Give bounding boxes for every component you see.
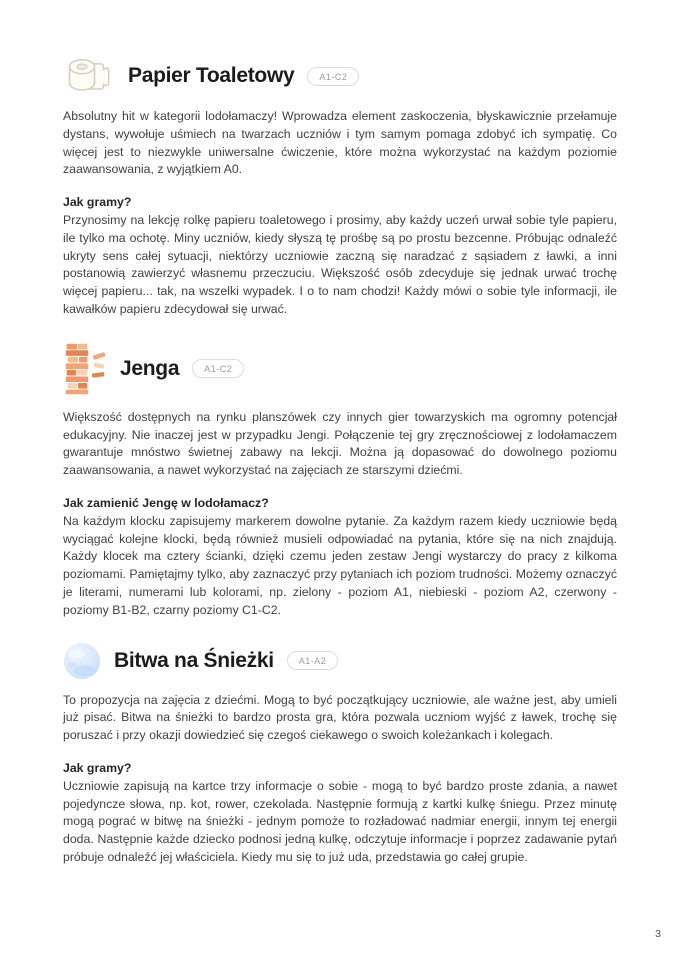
how-to-play-paragraph: Na każdym klocku zapisujemy markerem dowolne pytanie. Za każdym razem kiedy uczniowie będą wyciągać kolejne klocki, będą również musieli odpowiadać na pytania, które się na nich znajdują. Każdy klocek ma cztery ścianki, dzięki czemu jeden zestaw Jengi wystarczy do pracy z kilkoma poziomami. Pamiętajmy tylko, aby zaznaczyć przy pytaniach ich poziom trudności. Możemy oznaczyć je literami, numerami lub kolorami, np. zielony - poziom A1, niebieski - poziom A2, czerwony - poziomy B1-B2, czarny poziomy C1-C2. xyxy=(63,513,617,617)
how-to-play-heading: Jak gramy? xyxy=(63,195,132,210)
toilet-paper-icon xyxy=(63,56,115,96)
how-to-play-paragraph: Uczniowie zapisują na kartce trzy informacje o sobie - mogą to być bardzo proste zdania, a nawet pojedyncze słowa, np. kot, rower, czekolada. Następnie formują z kartki kulkę śniegu. Przez minutę mogą pograć w bitwę na śnieżki - jednym pomoże to rozładować nadmiar energii, innym tej energii doda. Następnie każde dziecko podnosi jedną kulkę, odczytuje informacje i poprzez zadawanie pytań próbuje odnaleźć jej właściciela. Kiedy mu się to już uda, przedstawia go całej grupie. xyxy=(63,778,617,864)
level-badge: A1-C2 xyxy=(192,359,244,378)
page-number: 3 xyxy=(655,928,661,940)
how-to-play-heading: Jak gramy? xyxy=(63,760,132,775)
game-intro-paragraph: Większość dostępnych na rynku planszówek czy innych gier towarzyskich ma ogromny potencjał edukacyjny. Nie inaczej jest w przypadku Jengi. Połączenie tej gry zręcznościowej z lodołamaczem gwarantuje mnóstwo świetnej zabawy na lekcji. Można ją dopasować do dowolnego poziomu zaawansowania, a nawet wykorzystać na zajęciach ze starszymi dziećmi. xyxy=(63,409,617,478)
jenga-blocks-icon xyxy=(63,341,107,397)
game-intro-paragraph: Absolutny hit w kategorii lodołamaczy! Wprowadza element zaskoczenia, błyskawicznie przełamuje dystans, wywołuje uśmiech na twarzach uczniów i tym samym pomaga zdobyć ich sympatię. Co więcej jest to niezwykle uniwersalne ćwiczenie, które można wykorzystać na każdym poziomie zaawansowania, z wyjątkiem A0. xyxy=(63,109,617,177)
how-to-play-heading: Jak zamienić Jengę w lodołamacz? xyxy=(63,495,269,510)
page-content xyxy=(63,56,617,867)
level-badge: A1-A2 xyxy=(287,651,339,670)
game-title: Jenga xyxy=(120,356,180,380)
game-header xyxy=(63,341,617,397)
level-badge: A1-C2 xyxy=(307,67,359,86)
game-header xyxy=(63,642,617,680)
game-intro-paragraph: To propozycja na zajęcia z dziećmi. Mogą to być początkujący uczniowie, ale ważne jest, aby umieli już pisać. Bitwa na śnieżki to bardzo prosta gra, która pozwala uczniom wyjść z ławek, trochę się poruszać i przy okazji dowiedzieć się czegoś ciekawego o swoich koleżankach i kolegach. xyxy=(63,692,617,743)
game-section-bitwa-na-sniezki xyxy=(63,642,617,867)
snowball-icon xyxy=(63,642,101,680)
game-section-papier-toaletowy xyxy=(63,56,617,319)
how-to-play-paragraph: Przynosimy na lekcję rolkę papieru toaletowego i prosimy, aby każdy uczeń urwał sobie tyle papieru, ile tylko ma ochotę. Miny uczniów, kiedy słyszą tę prośbę są po prostu bezcenne. Próbując odnaleźć ukryty sens całej sytuacji, niektórzy uczniowie zaczną się naradzać z sąsiadem z ławki, a inni postanowią zawierzyć własnemu przeczuciu. Większość osób zdecyduje się jednak urwać trochę więcej papieru... tak, na wszelki wypadek. I o to nam chodzi! Każdy mówi o sobie tyle informacji, ile kawałków papieru zdecydował się urwać. xyxy=(63,212,617,316)
game-header xyxy=(63,56,617,96)
game-title: Papier Toaletowy xyxy=(128,64,295,87)
game-section-jenga xyxy=(63,341,617,620)
game-title: Bitwa na Śnieżki xyxy=(114,648,274,672)
